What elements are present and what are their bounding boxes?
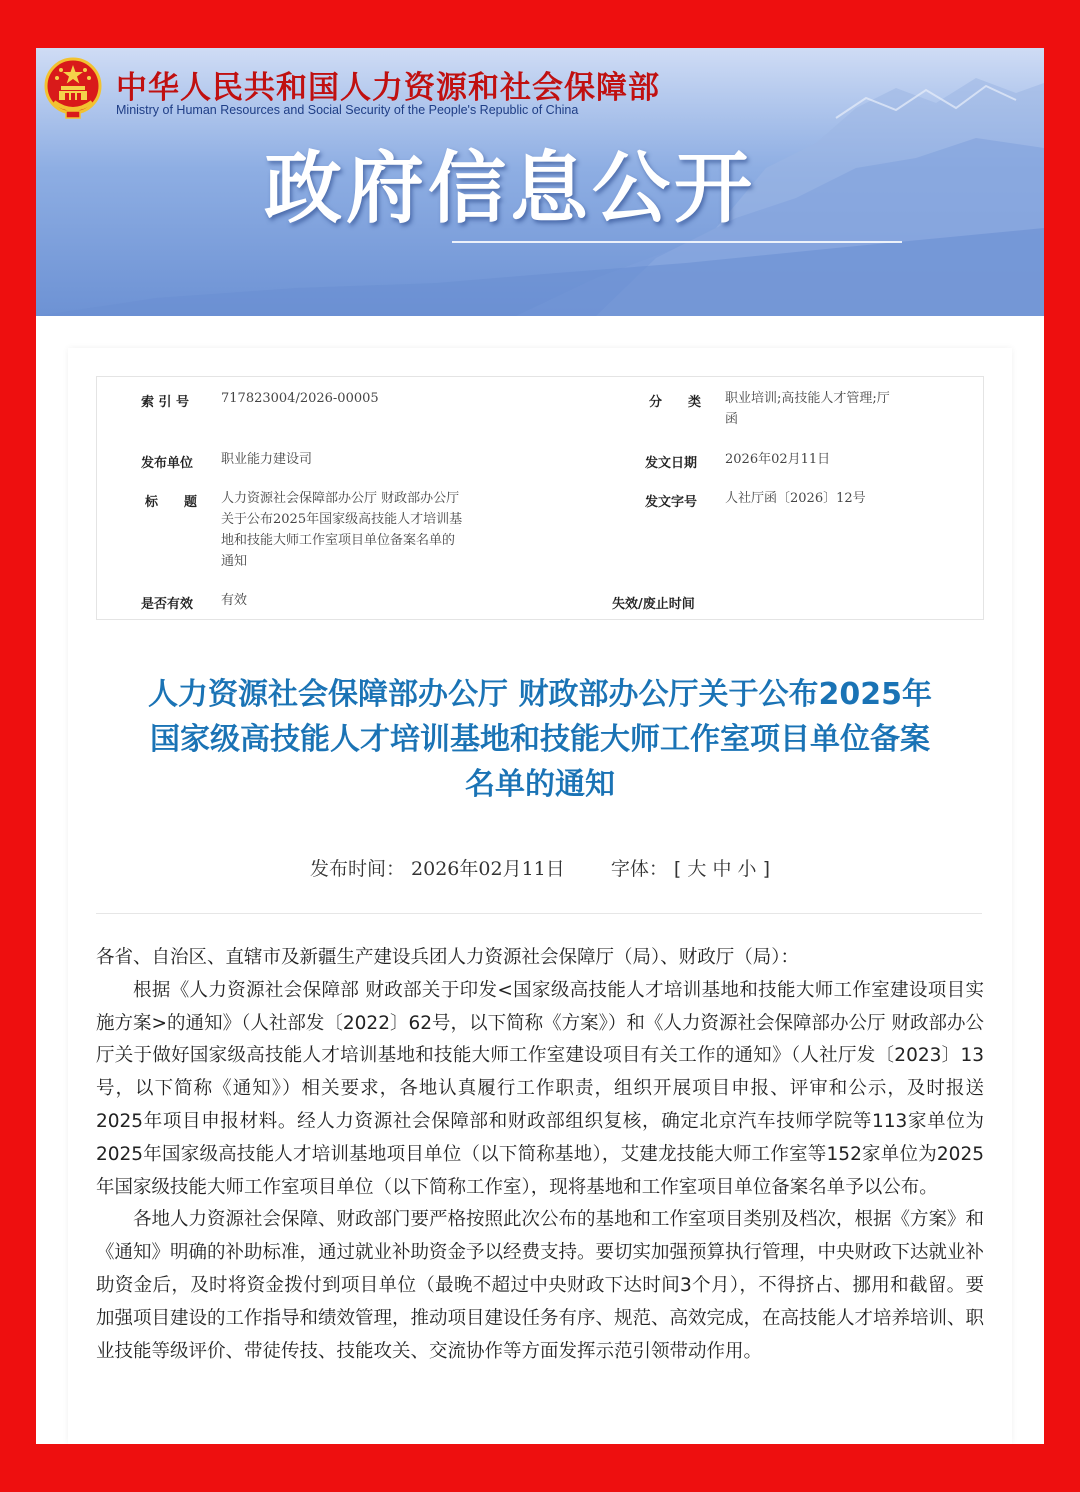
font-bracket-close: ]	[762, 858, 770, 880]
publish-label: 发布时间：	[309, 858, 405, 880]
article-title-line: 国家级高技能人才培训基地和技能大师工作室项目单位备案	[150, 722, 930, 757]
publish-date: 2026年02月11日	[411, 858, 565, 880]
date-value: 2026年02月11日	[725, 452, 831, 467]
metadata-table	[96, 376, 984, 620]
banner-underline	[452, 241, 902, 243]
ministry-name-en: Ministry of Human Resources and Social Security of the People's Republic of China	[116, 103, 579, 117]
docno-label: 发文字号	[645, 495, 698, 510]
valid-label: 是否有效	[141, 597, 194, 612]
salutation: 各省、自治区、直辖市及新疆生产建设兵团人力资源社会保障厅（局）、财政厅（局）：	[96, 947, 800, 968]
category-value-line: 职业培训;高技能人才管理;厅	[725, 391, 890, 406]
index-label: 索 引 号	[141, 395, 190, 410]
ministry-name-cn: 中华人民共和国人力资源和社会保障部	[116, 70, 660, 106]
font-size-label: 字体：	[610, 858, 668, 880]
expire-label: 失效/废止时间	[612, 597, 695, 612]
paragraph: 各地人力资源社会保障、财政部门要严格按照此次公布的基地和工作室项目类别及档次，根据《方案》和《通知》明确的补助标准，通过就业补助资金予以经费支持。要切实加强预算执行管理，中央财政下达就业补助资金后，及时将资金拨付到项目单位（最晚不超过中央财政下达时间3个月），不得挤占、挪用和截留。要加强项目建设的工作指导和绩效管理，推动项目建设任务有序、规范、高效完成，在高技能人才培养培训、职业技能等级评价、带徒传技、技能攻关、交流协作等方面发挥示范引领带动作用。	[96, 1209, 985, 1362]
banner-title: 政府信息公开	[264, 144, 757, 234]
title-value	[221, 488, 501, 572]
publish-info-bar	[36, 854, 1044, 881]
date-label: 发文日期	[645, 456, 698, 471]
article-body	[96, 942, 984, 1368]
divider	[96, 913, 982, 914]
national-emblem-icon	[44, 56, 102, 120]
title-value-line: 通知	[221, 554, 248, 569]
valid-value: 有效	[221, 593, 248, 608]
article-title	[76, 672, 1004, 807]
article-title-line: 名单的通知	[465, 767, 615, 802]
issuer-label: 发布单位	[141, 456, 194, 471]
paragraph: 根据《人力资源社会保障部 财政部关于印发<国家级高技能人才培训基地和技能大师工作室建设项目实施方案>的通知》（人社部发〔2022〕62号，以下简称《方案》）和《人力资源社会保障部办公厅 财政部办公厅关于做好国家级高技能人才培训基地和技能大师工作室建设项目有关工作的通知》（人社厅发〔2023〕13号，以下简称《通知》）相关要求，各地认真履行工作职责，组织开展项目申报、评审和公示，及时报送2025年项目申报材料。经人力资源社会保障部和财政部组织复核，确定北京汽车技师学院等113家单位为2025年国家级高技能人才培训基地项目单位（以下简称基地），艾建龙技能大师工作室等152家单位为2025年国家级技能大师工作室项目单位（以下简称工作室），现将基地和工作室项目单位备案名单予以公布。	[96, 979, 984, 1198]
category-label: 分 类	[649, 395, 702, 410]
title-label: 标 题	[145, 495, 198, 510]
font-size-small-button[interactable]: 小	[737, 858, 757, 880]
category-value-line: 函	[725, 412, 739, 427]
issuer-value: 职业能力建设司	[221, 452, 313, 467]
article-title-line: 人力资源社会保障部办公厅 财政部办公厅关于公布2025年	[148, 677, 932, 712]
index-value: 717823004/2026-00005	[221, 391, 379, 406]
docno-value: 人社厅函〔2026〕12号	[725, 491, 866, 506]
header-banner	[36, 48, 1044, 316]
title-value-line: 人力资源社会保障部办公厅 财政部办公厅	[221, 491, 460, 506]
font-size-large-button[interactable]: 大	[687, 858, 707, 880]
title-value-line: 关于公布2025年国家级高技能人才培训基	[221, 512, 463, 527]
font-bracket-open: [	[673, 858, 682, 880]
category-value	[725, 388, 925, 430]
font-size-medium-button[interactable]: 中	[712, 858, 732, 880]
title-value-line: 地和技能大师工作室项目单位备案名单的	[221, 533, 456, 548]
document-page	[36, 48, 1044, 1444]
